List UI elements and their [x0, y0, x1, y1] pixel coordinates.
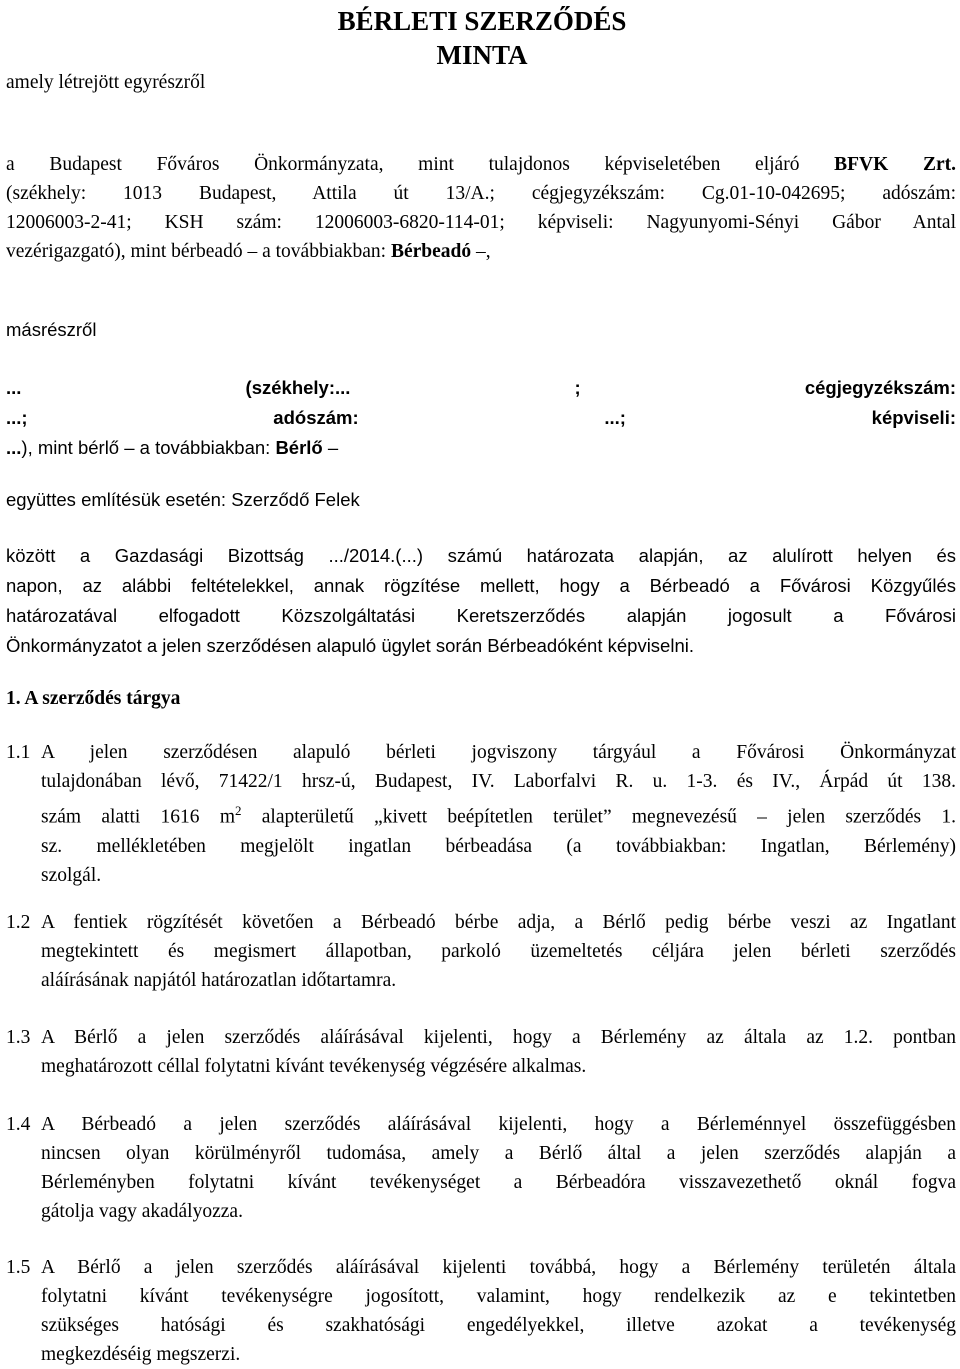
clause-line: sz. mellékletében megjelölt ingatlan bérbeadása (a továbbiakban: Ingatlan, Bérlemény) — [41, 835, 956, 857]
intro-text: amely létrejött egyrészről — [6, 72, 206, 93]
clause-line: aláírásának napjától határozatlan időtartamra. — [41, 970, 397, 991]
preamble-line-2: napon, az alábbi feltételekkel, annak rögzítése mellett, hogy a Bérbeadó a Fővárosi Közgyűlés — [6, 575, 956, 596]
clause-line — [41, 796, 956, 832]
clause-line: megtekintett és megismert állapotban, parkoló üzemeltetés céljára jelen bérleti szerződés — [41, 941, 956, 962]
party1-line-4 — [6, 237, 956, 266]
clause-1-1 — [6, 738, 956, 890]
clause-line: A jelen szerződésen alapuló bérleti jogviszony tárgyául a Fővárosi Önkormányzat — [41, 742, 956, 763]
clause-number: 1.4 — [6, 1114, 31, 1135]
masreszrol-text: másrészről — [6, 319, 97, 340]
clause-line: megkezdéséig megszerzi. — [41, 1344, 241, 1365]
party2-line-2: ...; adószám: ...; képviseli: — [6, 407, 956, 428]
party1-line-3: 12006003-2-41; KSH szám: 12006003-6820-114-01; képviseli: Nagyunyomi-Sényi Gábor Antal — [6, 212, 956, 233]
clause-1-3 — [6, 1023, 956, 1081]
clause-1-5 — [6, 1253, 956, 1369]
clause-number: 1.3 — [6, 1027, 31, 1048]
clause-number: 1.5 — [6, 1257, 31, 1278]
party2-line-1: ... (székhely:... ; cégjegyzékszám: — [6, 377, 956, 398]
clause-1-2 — [6, 908, 956, 995]
party2-dots: ... — [6, 437, 22, 458]
clause-line: folytatni kívánt tevékenységre jogosított, valamint, hogy rendelkezik az e tekintetben — [41, 1286, 956, 1307]
party1-company: BFVK Zrt. — [834, 154, 956, 175]
party1-text: a Budapest Főváros Önkormányzata, mint tulajdonos képviseletében eljáró — [6, 154, 835, 175]
together-text: együttes említésük esetén: Szerződő Felek — [6, 489, 360, 510]
clause-line: gátolja vagy akadályozza. — [41, 1201, 243, 1222]
clause-line-part: alapterületű „kivett beépítetlen terület” megnevezésű – jelen szerződés 1. — [241, 806, 957, 828]
clause-line: A Bérlő a jelen szerződés aláírásával kijelenti, hogy a Bérlemény az általa az 1.2. pontban — [41, 1027, 956, 1048]
clause-line: tulajdonában lévő, 71422/1 hrsz-ú, Budapest, IV. Laborfalvi R. u. 1-3. és IV., Árpád út 138. — [41, 771, 956, 792]
preamble-line-3: határozatával elfogadott Közszolgáltatási Keretszerződés alapján jogosult a Fővárosi — [6, 605, 956, 626]
title-line-2: MINTA — [436, 40, 528, 70]
document-title — [318, 4, 646, 72]
clause-line: A Bérbeadó a jelen szerződés aláírásával kijelenti, hogy a Bérleménnyel összefüggésben — [41, 1114, 956, 1135]
clause-line: szükséges hatósági és szakhatósági engedélyekkel, illetve azokat a tevékenység — [41, 1315, 956, 1336]
party2-role-name: Bérlő — [275, 437, 323, 458]
section-heading: 1. A szerződés tárgya — [6, 688, 181, 709]
clause-number: 1.1 — [6, 742, 31, 763]
party2-role-text-a: ), mint bérlő – a továbbiakban: — [21, 437, 276, 458]
party1-role-end: –, — [471, 241, 491, 262]
party1-line-2: (székhely: 1013 Budapest, Attila út 13/A.; cégjegyzékszám: Cg.01-10-042695; adószám: — [6, 183, 956, 204]
clause-line: A Bérlő a jelen szerződés aláírásával kijelenti továbbá, hogy a Bérlemény területén általa — [41, 1257, 956, 1278]
clause-1-4 — [6, 1110, 956, 1226]
clause-line: szolgál. — [41, 864, 102, 886]
party1-role-text: vezérigazgató), mint bérbeadó – a továbbiakban: — [6, 241, 391, 262]
party1-line-1 — [6, 150, 956, 179]
party2-role-end: – — [322, 437, 339, 458]
preamble-line-4: Önkormányzatot a jelen szerződésen alapuló ügylet során Bérbeadóként képviselni. — [6, 635, 694, 656]
party1-role-name: Bérbeadó — [390, 241, 472, 262]
clause-line: Bérleményben folytatni kívánt tevékenységet a Bérbeadóra visszavezethető oknál fogva — [41, 1172, 956, 1193]
title-line-1: BÉRLETI SZERZŐDÉS — [337, 6, 627, 36]
clause-number: 1.2 — [6, 912, 31, 933]
clause-line: nincsen olyan körülményről tudomása, amely a Bérlő által a jelen szerződés alapján a — [41, 1143, 956, 1164]
clause-line: A fentiek rögzítését követően a Bérbeadó bérbe adja, a Bérlő pedig bérbe veszi az Ingatlant — [41, 912, 956, 933]
preamble-line-1: között a Gazdasági Bizottság .../2014.(...) számú határozata alapján, az alulírott helyen és — [6, 545, 956, 566]
clause-line: meghatározott céllal folytatni kívánt tevékenység végzésére alkalmas. — [41, 1056, 587, 1077]
party2-line-3 — [6, 433, 956, 462]
clause-line-part: szám alatti 1616 m — [41, 806, 235, 828]
superscript: 2 — [235, 803, 242, 818]
